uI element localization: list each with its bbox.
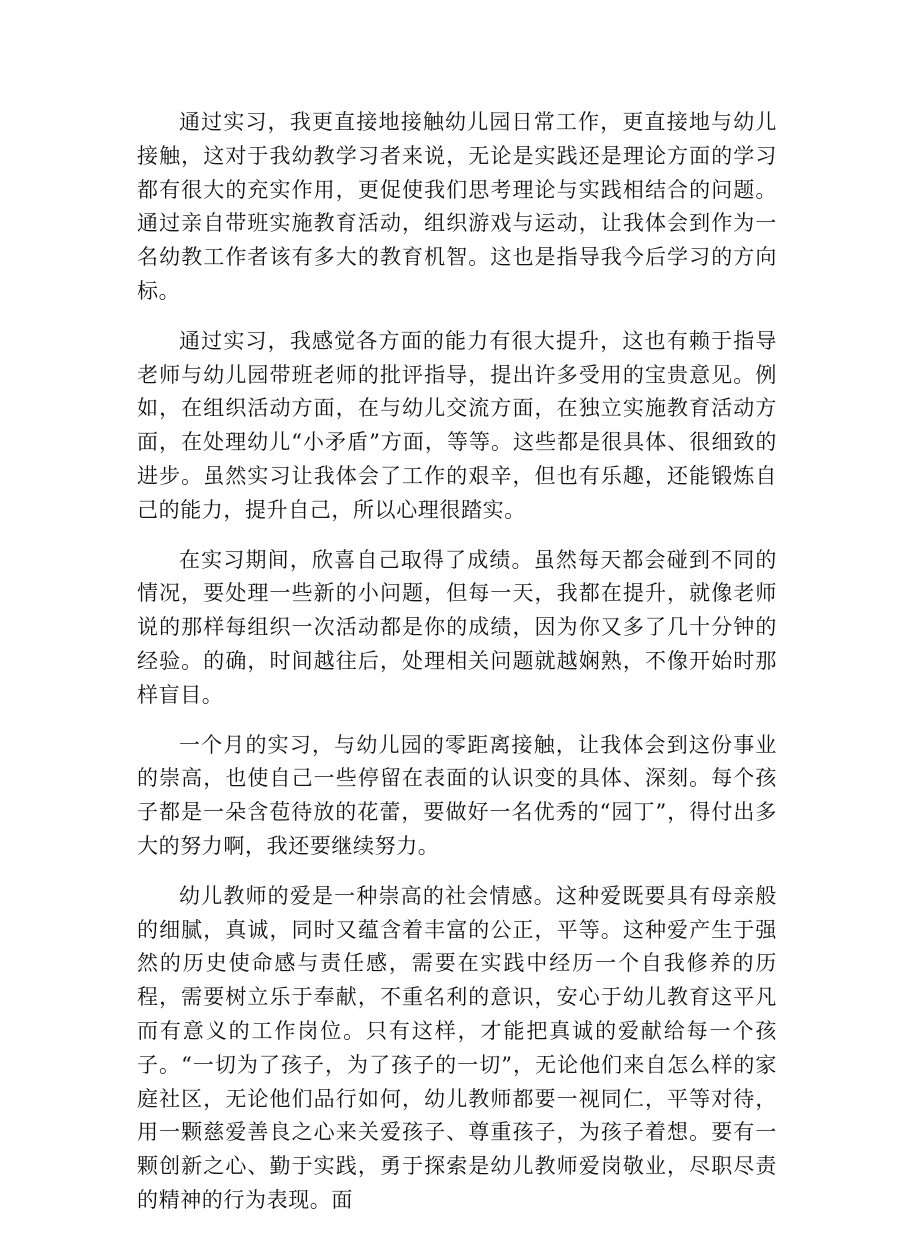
paragraph-2: 通过实习，我感觉各方面的能力有很大提升，这也有赖于指导老师与幼儿园带班老师的批评指导，提出许多受用的宝贵意见。例如，在组织活动方面，在与幼儿交流方面，在独立实施教育活动方面，在处理幼儿“小矛盾”方面，等等。这些都是很具体、很细致的进步。虽然实习让我体会了工作的艰辛，但也有乐趣，还能锻炼自己的能力，提升自己，所以心理很踏实。 [137,328,777,522]
paragraph-5: 幼儿教师的爱是一种崇高的社会情感。这种爱既要具有母亲般的细腻，真诚，同时又蕴含着丰富的公正，平等。这种爱产生于强然的历史使命感与责任感，需要在实践中经历一个自我修养的历程，需要树立乐于奉献，不重名利的意识，安心于幼儿教育这平凡而有意义的工作岗位。只有这样，才能把真诚的爱献给每一个孩子。“一切为了孩子，为了孩子的一切”，无论他们来自怎么样的家庭社区，无论他们品行如何，幼儿教师都要一视同仁，平等对待，用一颗慈爱善良之心来关爱孩子、尊重孩子，为孩子着想。要有一颗创新之心、勤于实践，勇于探索是幼儿教师爱岗敬业，尽职尽责的精神的行为表现。面 [137,883,777,1212]
paragraph-1: 通过实习，我更直接地接触幼儿园日常工作，更直接地与幼儿接触，这对于我幼教学习者来说，无论是实践还是理论方面的学习都有很大的充实作用，更促使我们思考理论与实践相结合的问题。通过亲自带班实施教育活动，组织游戏与运动，让我体会到作为一名幼教工作者该有多大的教育机智。这也是指导我今后学习的方向标。 [137,110,777,303]
document-body [137,106,777,1234]
paragraph-3: 在实习期间，欣喜自己取得了成绩。虽然每天都会碰到不同的情况，要处理一些新的小问题，但每一天，我都在提升，就像老师说的那样每组织一次活动都是你的成绩，因为你又多了几十分钟的经验。的确，时间越往后，处理相关问题就越娴熟，不像开始时那样盲目。 [137,547,777,707]
paragraph-4: 一个月的实习，与幼儿园的零距离接触，让我体会到这份事业的崇高，也使自己一些停留在表面的认识变的具体、深刻。每个孩子都是一朵含苞待放的花蕾，要做好一名优秀的“园丁”，得付出多大的努力啊，我还要继续努力。 [137,732,777,858]
